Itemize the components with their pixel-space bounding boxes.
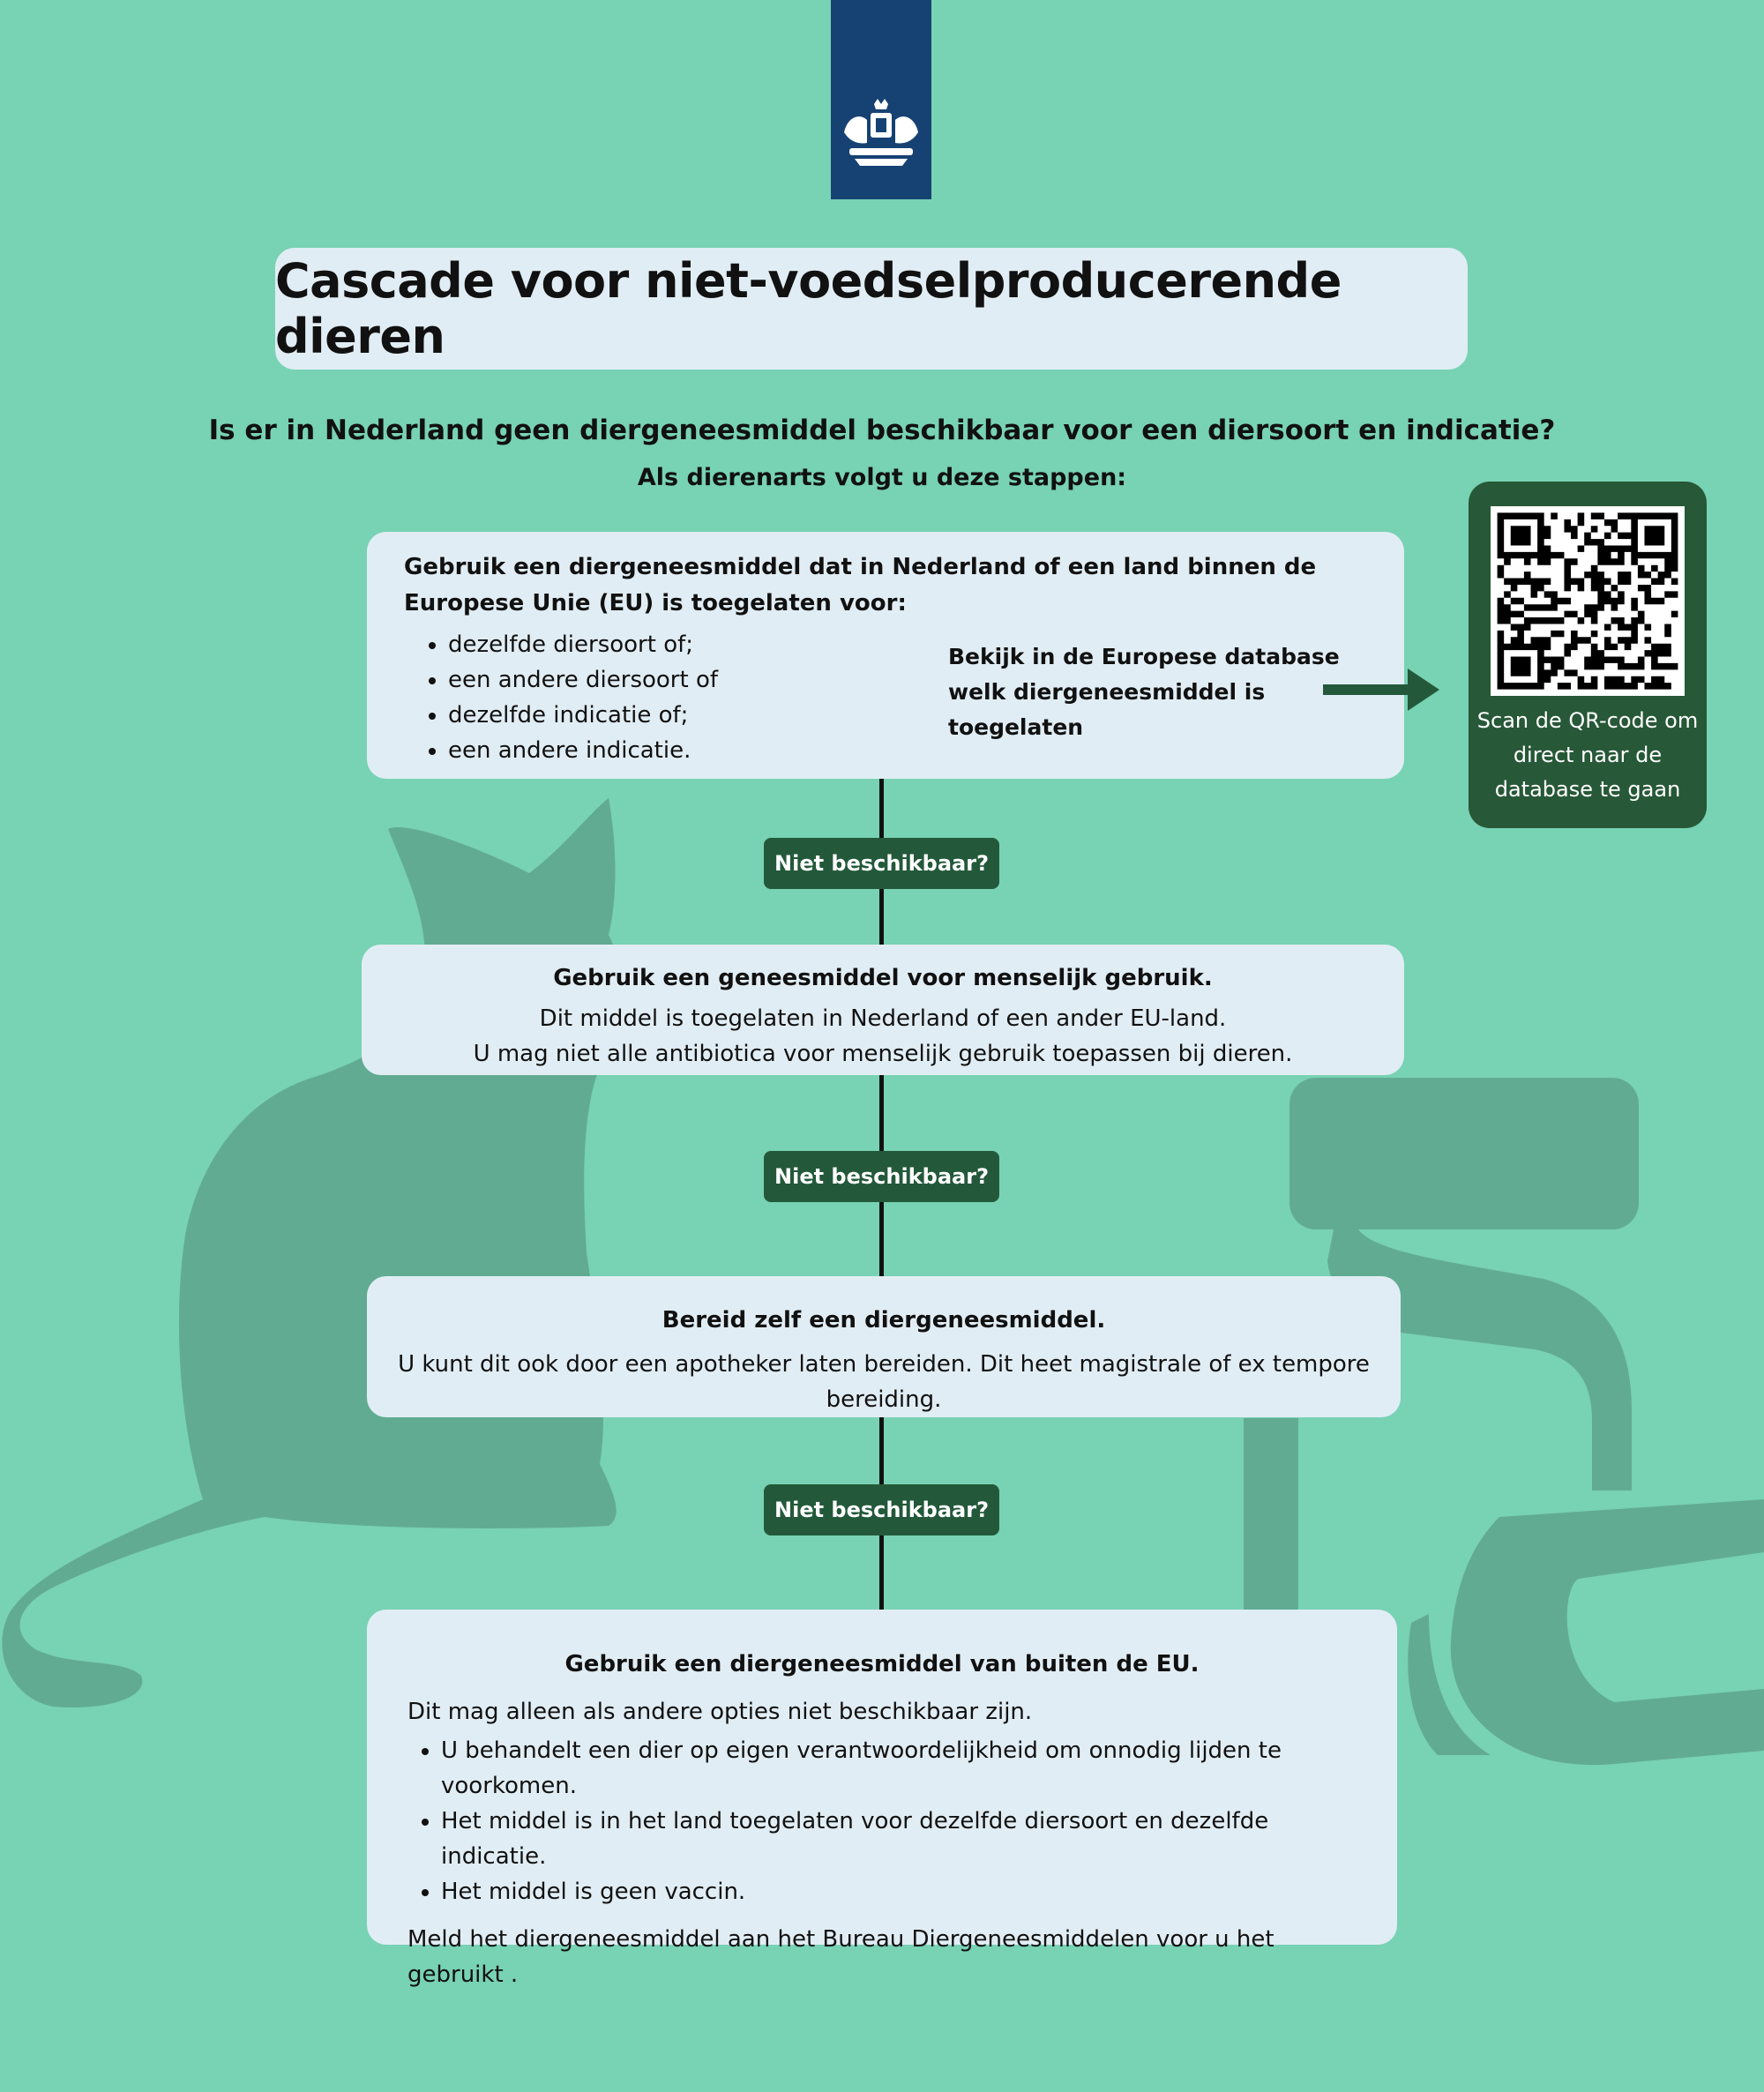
step-4-closing: Meld het diergeneesmiddel aan het Bureau Diergeneesmiddelen voor u het gebruikt .	[407, 1926, 1274, 1988]
not-available-badge: Niet beschikbaar?	[764, 838, 999, 889]
step-1-intro: Gebruik een diergeneesmiddel dat in Nederland of een land binnen de Europese Unie (EU) is toegelaten voor:	[404, 554, 1317, 616]
qr-code[interactable]	[1491, 506, 1685, 696]
arrow-right-icon	[1323, 665, 1439, 714]
step-3-title: Bereid zelf een diergeneesmiddel.	[662, 1307, 1106, 1334]
step-4-title: Gebruik een diergeneesmiddel van buiten de EU.	[564, 1651, 1200, 1677]
step-4-bullets	[407, 1733, 1357, 1909]
list-item: • Het middel is in het land toegelaten voor dezelfde diersoort en dezelfde indicatie.	[441, 1804, 1357, 1874]
qr-caption: Scan de QR-code om direct naar de database te gaan	[1476, 708, 1699, 802]
syringe	[1451, 1499, 1764, 1765]
cat-silhouette	[2, 798, 622, 1707]
step-3-text: U kunt dit ook door een apotheker laten bereiden. Dit heet magistrale of ex tempore bereiding.	[398, 1351, 1370, 1413]
list-item: • Het middel is geen vaccin.	[441, 1874, 1357, 1909]
step-3-card	[367, 1276, 1401, 1417]
sub-question: Als dierenarts volgt u deze stappen:	[637, 464, 1127, 491]
title-card	[275, 248, 1468, 370]
bottle-stem	[1244, 1418, 1298, 1630]
list-item: • een andere diersoort of	[448, 662, 1367, 698]
database-hint: Bekijk in de Europese database welk diergeneesmiddel is toegelaten	[948, 644, 1340, 740]
step-2-card	[362, 945, 1404, 1075]
list-item: • dezelfde diersoort of;	[448, 627, 1367, 662]
government-logo	[831, 0, 931, 199]
not-available-badge: Niet beschikbaar?	[764, 1484, 999, 1535]
step-2-line-1: Dit middel is toegelaten in Nederland of een ander EU-land.	[539, 1005, 1227, 1032]
step-4-intro: Dit mag alleen als andere opties niet beschikbaar zijn.	[407, 1699, 1033, 1725]
not-available-badge: Niet beschikbaar?	[764, 1151, 999, 1202]
qr-code-icon	[1491, 506, 1685, 696]
list-item: • dezelfde indicatie of;	[448, 698, 1367, 733]
list-item: • een andere indicatie.	[448, 733, 1367, 768]
bottle-cap	[1289, 1078, 1639, 1229]
step-2-line-2: U mag niet alle antibiotica voor menselijk gebruik toepassen bij dieren.	[473, 1041, 1293, 1067]
qr-panel	[1469, 482, 1707, 828]
coat-of-arms-icon	[837, 97, 925, 169]
main-question: Is er in Nederland geen diergeneesmiddel beschikbaar voor een diersoort en indicatie?	[208, 415, 1556, 446]
page-title: Cascade voor niet-voedselproducerende dieren	[275, 253, 1342, 364]
step-2-title: Gebruik een geneesmiddel voor menselijk gebruik.	[553, 965, 1213, 991]
list-item: • U behandelt een dier op eigen verantwoordelijkheid om onnodig lijden te voorkomen.	[441, 1733, 1357, 1804]
step-4-card	[367, 1610, 1397, 1988]
